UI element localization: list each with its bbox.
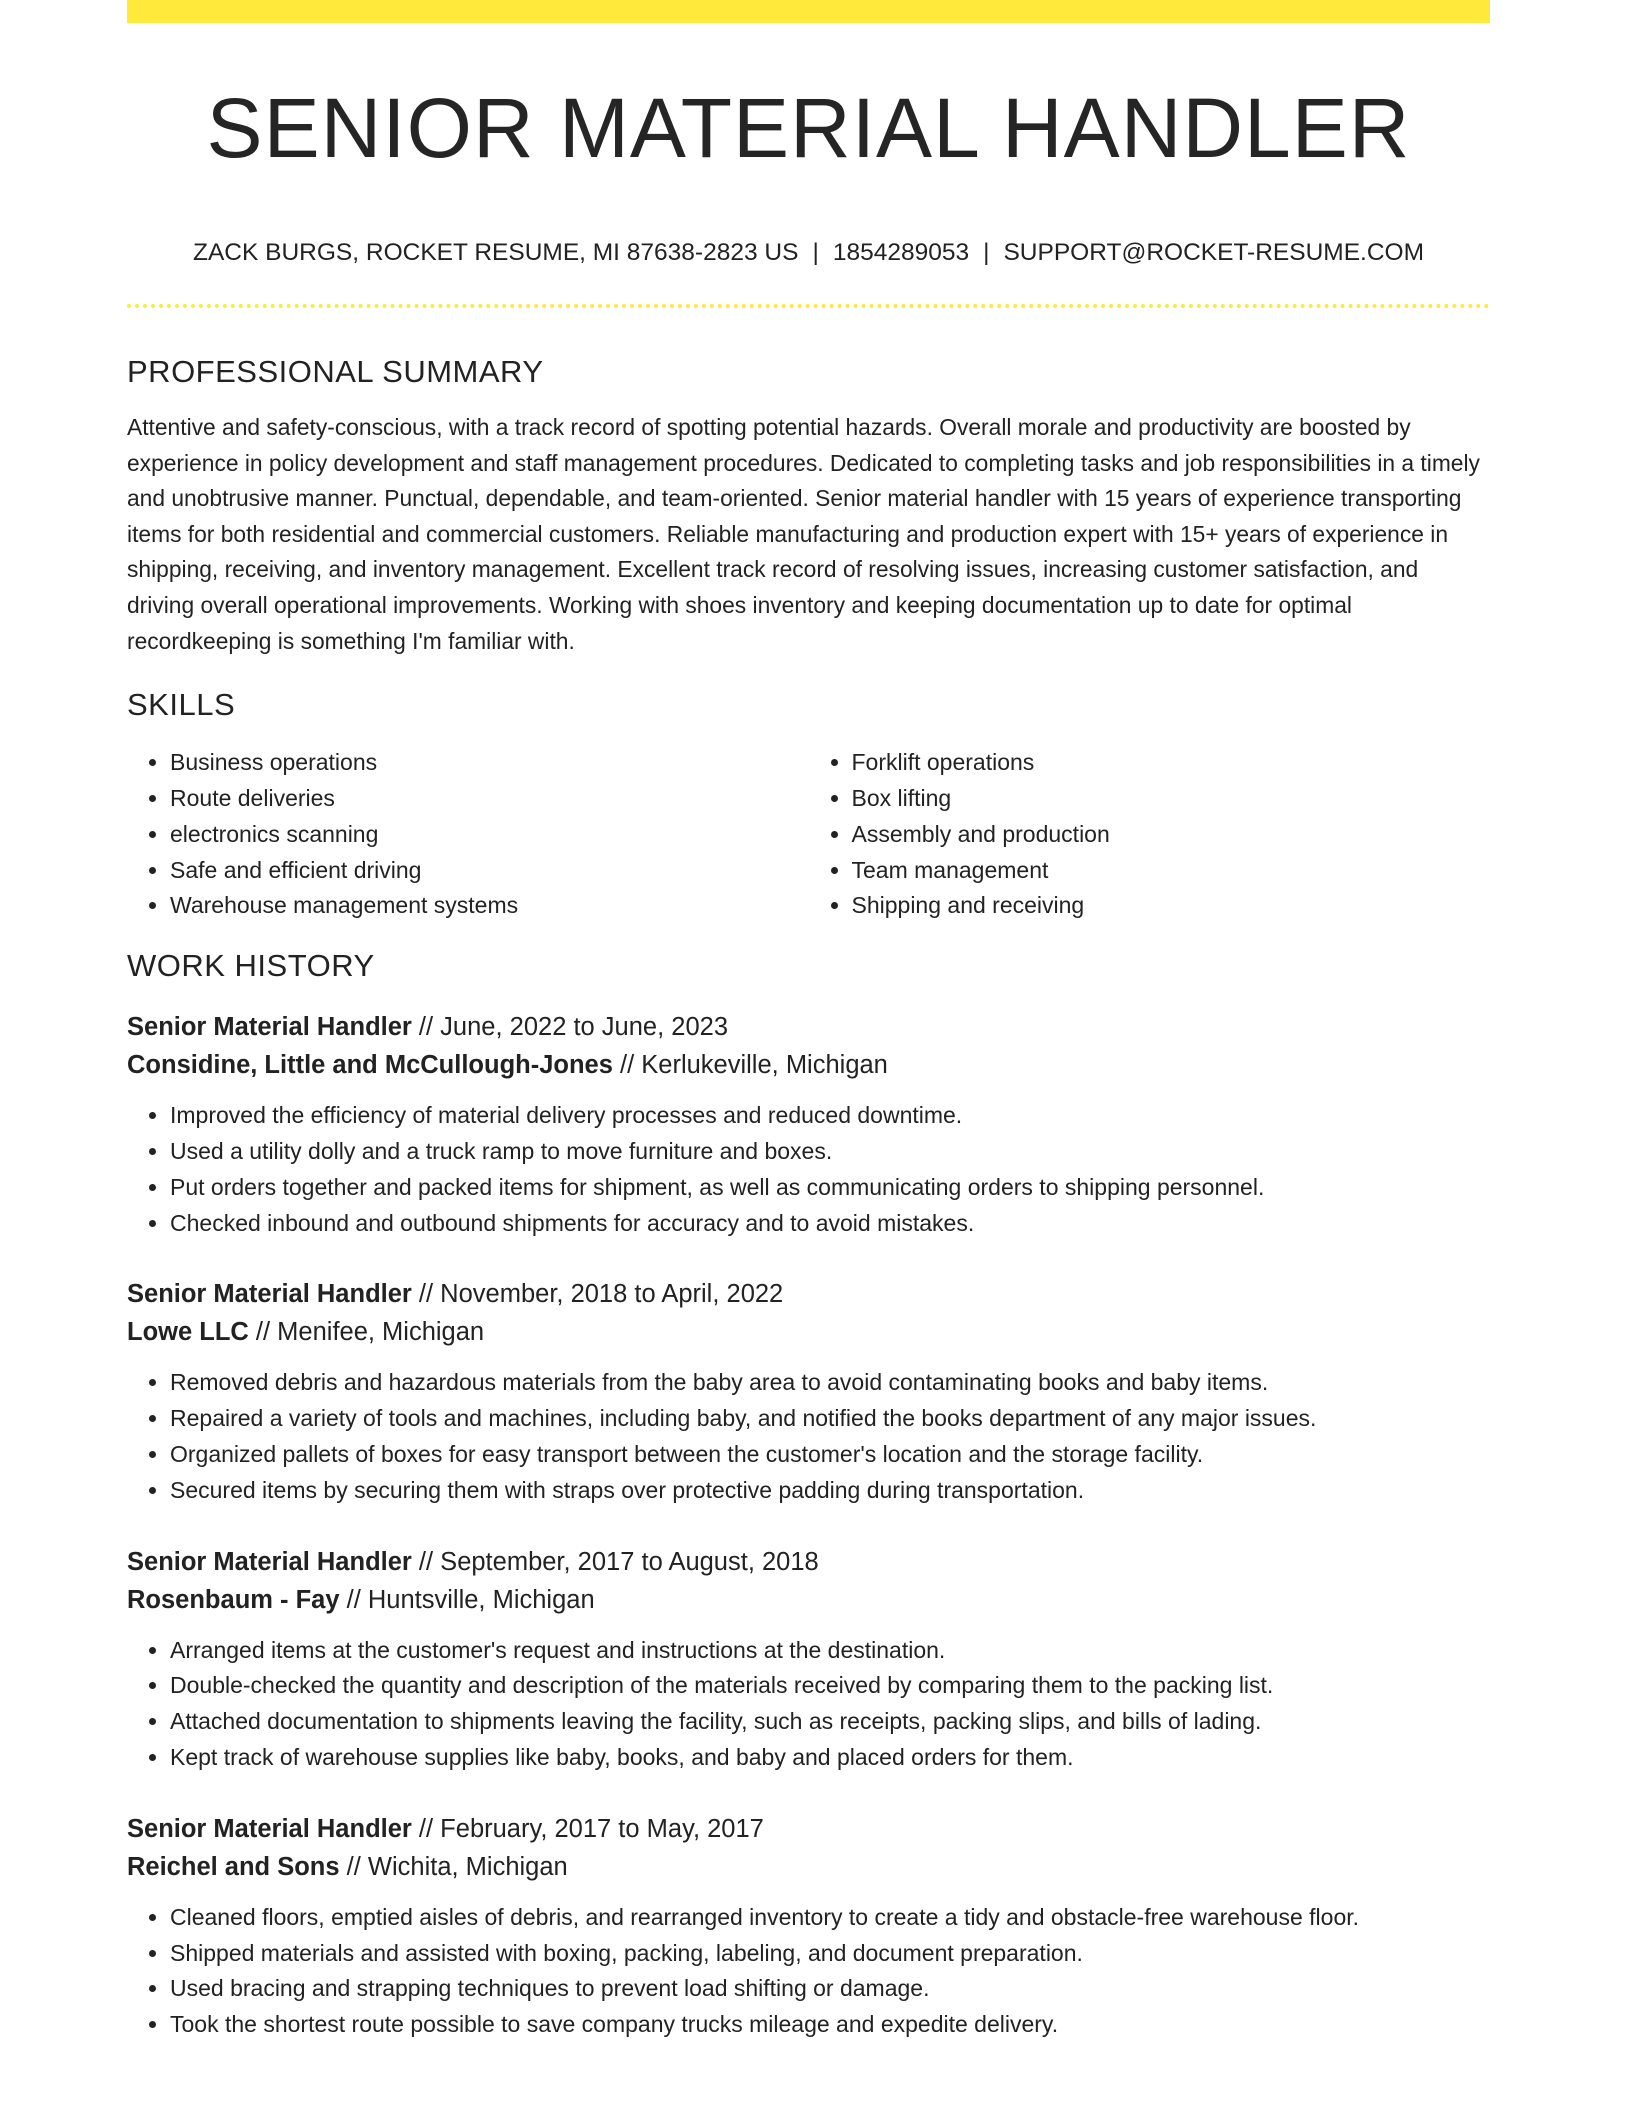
job-company-line (127, 1046, 1490, 1084)
contact-address: ZACK BURGS, ROCKET RESUME, MI 87638-2823 US (193, 239, 799, 266)
skills-list (127, 745, 1490, 924)
resume-title: SENIOR MATERIAL HANDLER (206, 81, 1411, 175)
contact-line (127, 235, 1490, 271)
summary-heading: PROFESSIONAL SUMMARY (127, 354, 544, 389)
job-bullet: • Shipped materials and assisted with boxing, packing, labeling, and document preparation. (170, 1936, 1490, 1972)
job-bullets (127, 1098, 1490, 1241)
skill-item: • Assembly and production (852, 817, 1491, 853)
skill-item: • Route deliveries (170, 781, 809, 817)
job-title: Senior Material Handler (127, 1547, 412, 1576)
job-bullet: • Arranged items at the customer's request and instructions at the destination. (170, 1633, 1490, 1669)
work-history-heading: WORK HISTORY (127, 948, 375, 984)
job-bullet: • Kept track of warehouse supplies like baby, books, and baby and placed orders for them. (170, 1740, 1490, 1776)
job-bullets (127, 1900, 1490, 2043)
skill-item: • Warehouse management systems (170, 888, 809, 924)
contact-email: SUPPORT@ROCKET-RESUME.COM (1003, 239, 1424, 266)
job-company: Rosenbaum - Fay (127, 1585, 340, 1614)
job-title: Senior Material Handler (127, 1013, 412, 1042)
job-bullet: • Repaired a variety of tools and machines, including baby, and notified the books department of any major issues. (170, 1401, 1490, 1437)
work-history-section (127, 946, 1490, 2043)
top-accent-bar (127, 0, 1490, 23)
skill-item: • Forklift operations (852, 745, 1491, 781)
skill-item: • Shipping and receiving (852, 888, 1491, 924)
job-company: Reichel and Sons (127, 1852, 340, 1881)
job-location: // Huntsville, Michigan (339, 1585, 595, 1614)
contact-separator: | (812, 239, 819, 266)
job-dates: // November, 2018 to April, 2022 (411, 1280, 784, 1309)
summary-text: Attentive and safety-conscious, with a track record of spotting potential hazards. Overall morale and productivity are boosted by experience in policy development and staff management procedures. Dedicated to completing tasks and job responsibilities in a timely and unobtrusive manner. Punctual, dependable, and team-oriented. Senior material handler with 15 years of experience transporting items for both residential and commercial customers. Reliable manufacturing and production expert with 15+ years of experience in shipping, receiving, and inventory management. Excellent track record of resolving issues, increasing customer satisfaction, and driving overall operational improvements. Working with shoes inventory and keeping documentation up to date for optimal recordkeeping is something I'm familiar with. (127, 414, 1480, 654)
job-title-line (127, 1810, 1490, 1848)
skill-item: • Team management (852, 853, 1491, 889)
job-dates: // February, 2017 to May, 2017 (411, 1814, 764, 1843)
skills-section (127, 685, 1490, 924)
job-dates: // June, 2022 to June, 2023 (411, 1013, 729, 1042)
job-bullet: • Secured items by securing them with straps over protective padding during transportation. (170, 1473, 1490, 1509)
job-company-line (127, 1581, 1490, 1619)
job-bullet: • Checked inbound and outbound shipments for accuracy and to avoid mistakes. (170, 1206, 1490, 1242)
job-bullet: • Attached documentation to shipments leaving the facility, such as receipts, packing slips, and bills of lading. (170, 1704, 1490, 1740)
job-title: Senior Material Handler (127, 1280, 412, 1309)
job-bullet: • Used a utility dolly and a truck ramp to move furniture and boxes. (170, 1134, 1490, 1170)
job-title-line (127, 1543, 1490, 1581)
header-divider (127, 304, 1490, 308)
job-company: Considine, Little and McCullough-Jones (127, 1051, 613, 1080)
job-entry (127, 1008, 1490, 1241)
skill-item: • Box lifting (852, 781, 1491, 817)
job-company-line (127, 1848, 1490, 1886)
contact-phone: 1854289053 (832, 239, 970, 266)
job-location: // Menifee, Michigan (248, 1318, 485, 1347)
contact-separator: | (983, 239, 990, 266)
job-company: Lowe LLC (127, 1318, 249, 1347)
job-bullet: • Took the shortest route possible to save company trucks mileage and expedite delivery. (170, 2007, 1490, 2043)
job-entry (127, 1810, 1490, 2043)
job-entry (127, 1543, 1490, 1776)
summary-section (127, 352, 1490, 659)
job-bullet: • Used bracing and strapping techniques to prevent load shifting or damage. (170, 1971, 1490, 2007)
job-bullet: • Organized pallets of boxes for easy transport between the customer's location and the storage facility. (170, 1437, 1490, 1473)
job-bullet: • Double-checked the quantity and description of the materials received by comparing them to the packing list. (170, 1668, 1490, 1704)
job-title-line (127, 1275, 1490, 1313)
job-location: // Kerlukeville, Michigan (612, 1051, 888, 1080)
skills-heading: SKILLS (127, 687, 236, 723)
job-bullets (127, 1365, 1490, 1508)
job-company-line (127, 1313, 1490, 1351)
job-title-line (127, 1008, 1490, 1046)
job-location: // Wichita, Michigan (339, 1852, 568, 1881)
skill-item: • electronics scanning (170, 817, 809, 853)
skill-item: • Business operations (170, 745, 809, 781)
job-bullet: • Put orders together and packed items for shipment, as well as communicating orders to shipping personnel. (170, 1170, 1490, 1206)
job-title: Senior Material Handler (127, 1814, 412, 1843)
job-bullets (127, 1633, 1490, 1776)
job-bullet: • Improved the efficiency of material delivery processes and reduced downtime. (170, 1098, 1490, 1134)
resume-content (127, 352, 1490, 2043)
skill-item: • Safe and efficient driving (170, 853, 809, 889)
skills-left-column (127, 745, 809, 924)
job-bullet: • Cleaned floors, emptied aisles of debris, and rearranged inventory to create a tidy and obstacle-free warehouse floor. (170, 1900, 1490, 1936)
job-bullet: • Removed debris and hazardous materials from the baby area to avoid contaminating books and baby items. (170, 1365, 1490, 1401)
job-dates: // September, 2017 to August, 2018 (411, 1547, 819, 1576)
job-entry (127, 1275, 1490, 1508)
skills-right-column (809, 745, 1491, 924)
